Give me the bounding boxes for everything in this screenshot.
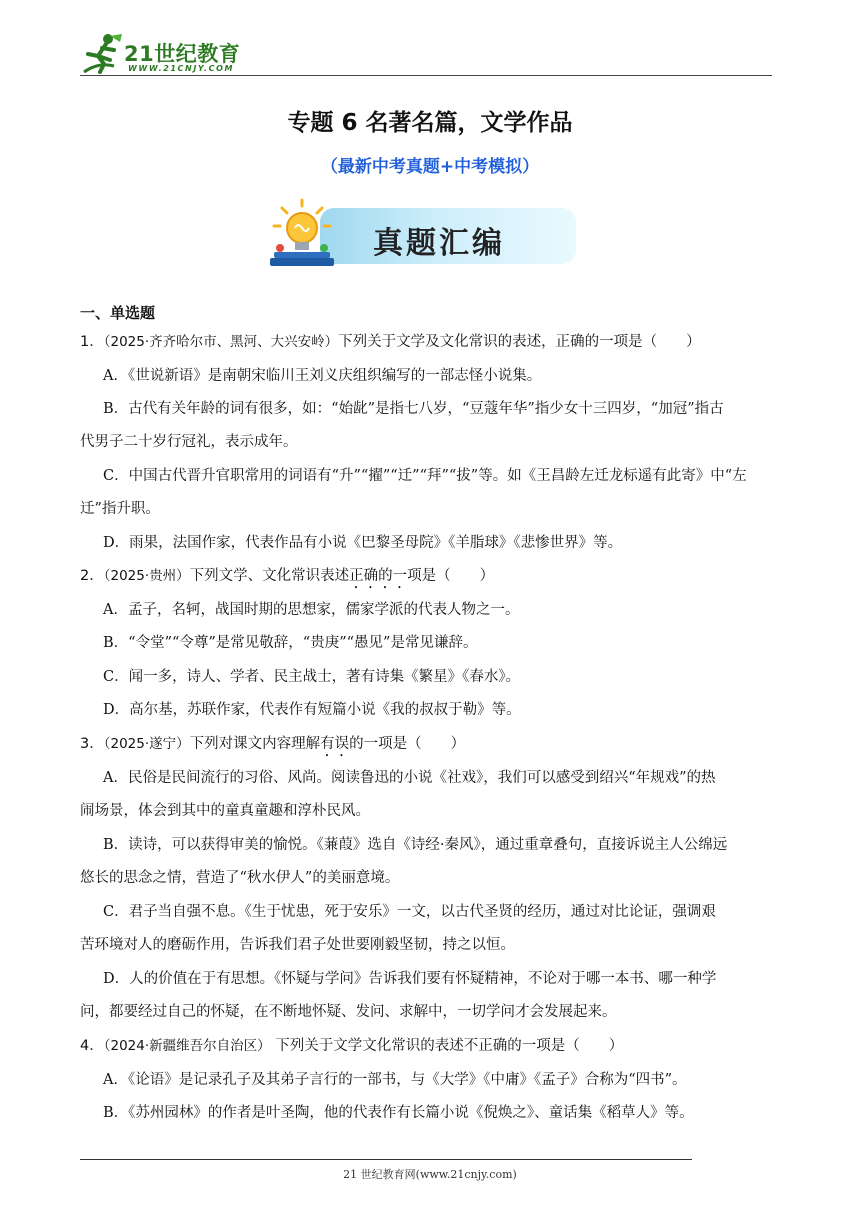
question-1-stem (80, 332, 701, 352)
question-3-stem (80, 734, 465, 760)
question-source: （2025·遂宁） (103, 736, 190, 752)
section-heading: 一、单选题 (80, 304, 156, 322)
question-text-end: 项是（ ） (407, 568, 495, 584)
site-logo (80, 32, 250, 78)
q1-option-b-line2: 代男子二十岁行冠礼，表示成年。 (80, 434, 298, 450)
question-number: 1． (80, 334, 104, 350)
q1-option-c-line1: C．中国古代晋升官职常用的词语有“升”“擢”“迁”“拜”“拔”等。如《王昌龄左迁龙标遥有此寄》中“左 (103, 468, 747, 484)
runner-logo-icon (80, 32, 124, 76)
emphasis-text: 有误 (320, 736, 350, 752)
page-footer: 21 世纪教育网(www.21cnjy.com) (343, 1168, 517, 1181)
q3-option-a-line1: A．民俗是民间流行的习俗、风尚。阅读鲁迅的小说《社戏》，我们可以感受到绍兴“年规戏”的热 (103, 770, 716, 786)
question-text: 下列关于文学及文化常识的表述，正确的一项是（ ） (338, 334, 701, 350)
lightbulb-icon (268, 196, 348, 274)
q1-option-d: D．雨果，法国作家，代表作品有小说《巴黎圣母院》《羊脂球》《悲惨世界》等。 (103, 535, 623, 551)
q1-option-a: A．《世说新语》是南朝宋临川王刘义庆组织编写的一部志怪小说集。 (103, 368, 542, 384)
section-banner (268, 196, 580, 274)
q1-option-c-line2: 迁”指升职。 (80, 501, 160, 517)
question-text: 下列对课文内容理解 (189, 736, 321, 752)
question-number: 4． (80, 1038, 104, 1054)
banner-text: 真题汇编 (373, 226, 505, 261)
logo-text: 21世纪教育 (124, 42, 241, 66)
q3-option-d-line1: D．人的价值在于有思想。《怀疑与学问》告诉我们要有怀疑精神，不论对于哪一本书、哪一种学 (103, 971, 717, 987)
page-subtitle: （最新中考真题+中考模拟） (320, 157, 540, 177)
q2-option-c: C．闻一多，诗人、学者、民主战士，著有诗集《繁星》《春水》。 (103, 669, 521, 685)
question-source: （2025·贵州） (103, 568, 190, 584)
emphasis-text: 正确的一 (349, 568, 408, 584)
question-text: 下列文学、文化常识表述 (189, 568, 350, 584)
q2-option-a: A．孟子，名轲，战国时期的思想家，儒家学派的代表人物之一。 (103, 602, 520, 618)
q3-option-b-line1: B．读诗，可以获得审美的愉悦。《蒹葭》选自《诗经·秦风》，通过重章叠句，直接诉说主人公绵远 (103, 837, 728, 853)
q4-option-b: B．《苏州园林》的作者是叶圣陶，他的代表作有长篇小说《倪焕之》、童话集《稻草人》等。 (103, 1105, 694, 1121)
question-text-end: 的一项是（ ） (349, 736, 466, 752)
q3-option-c-line1: C．君子当自强不息。《生于忧患，死于安乐》一文，以古代圣贤的经历，通过对比论证，强调艰 (103, 904, 716, 920)
q2-option-b: B．“令堂”“令尊”是常见敬辞，“贵庚”“愚见”是常见谦辞。 (103, 635, 478, 651)
question-source: （2025·齐齐哈尔市、黑河、大兴安岭） (103, 334, 339, 350)
q1-option-b-line1: B．古代有关年龄的词有很多，如：“始龀”是指七八岁，“豆蔻年华”指少女十三四岁，“加冠”指古 (103, 401, 724, 417)
q4-option-a: A．《论语》是记录孔子及其弟子言行的一部书，与《大学》《中庸》《孟子》合称为“四书”。 (103, 1072, 687, 1088)
question-number: 2． (80, 568, 104, 584)
q3-option-d-line2: 问，都要经过自己的怀疑，在不断地怀疑、发问、求解中，一切学问才会发展起来。 (80, 1004, 617, 1020)
q3-option-b-line2: 悠长的思念之情，营造了“秋水伊人”的美丽意境。 (80, 870, 400, 886)
question-number: 3． (80, 736, 104, 752)
logo-url: WWW.21CNJY.COM (128, 64, 235, 73)
q3-option-c-line2: 苦环境对人的磨砺作用，告诉我们君子处世要刚毅坚韧，持之以恒。 (80, 937, 515, 953)
question-2-stem (80, 566, 494, 592)
question-text: 下列关于文学文化常识的表述不正确的一项是（ ） (270, 1038, 624, 1054)
footer-divider (80, 1159, 692, 1160)
page-title: 专题 6 名著名篇，文学作品 (287, 110, 573, 136)
question-source: （2024·新疆维吾尔自治区） (103, 1038, 271, 1054)
q3-option-a-line2: 闹场景，体会到其中的童真童趣和淳朴民风。 (80, 803, 370, 819)
q2-option-d: D．高尔基，苏联作家，代表作有短篇小说《我的叔叔于勒》等。 (103, 702, 521, 718)
header-divider (80, 75, 772, 76)
question-4-stem (80, 1036, 623, 1056)
